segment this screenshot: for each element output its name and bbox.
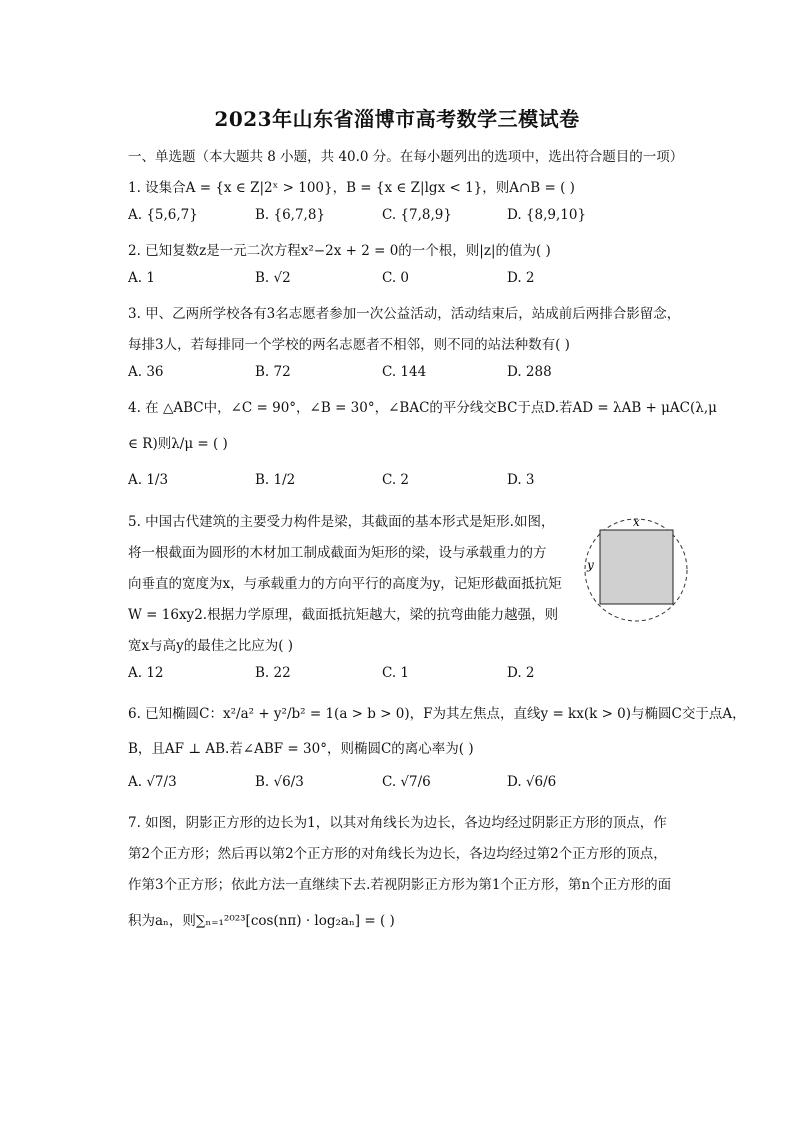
question-4-line-2: ∈ R)则λ/μ = ( ) (128, 436, 228, 452)
option-d: D. 2 (507, 665, 535, 681)
option-a: A. 1 (128, 270, 155, 286)
section-header: 一、单选题（本大题共 8 小题，共 40.0 分。在每小题列出的选项中，选出符合题目的一项） (128, 149, 684, 165)
option-c: C. √7/6 (382, 774, 431, 790)
option-a: A. 12 (128, 665, 164, 681)
question-7-line-3: 作第3个正方形；依此方法一直继续下去.若视阴影正方形为第1个正方形，第n个正方形的面 (128, 877, 672, 893)
label-y: y (587, 558, 594, 572)
option-b: B. 1/2 (255, 472, 296, 488)
option-b: B. √6/3 (255, 774, 304, 790)
beam-cross-section-figure (581, 515, 695, 625)
question-5-line-3: 向垂直的宽度为x，与承载重力的方向平行的高度为y，记矩形截面抵抗矩 (128, 576, 562, 592)
question-2: 2. 已知复数z是一元二次方程x²−2x + 2 = 0的一个根，则|z|的值为( ) (128, 243, 551, 259)
question-3-line-1: 3. 甲、乙两所学校各有3名志愿者参加一次公益活动，活动结束后，站成前后两排合影留念， (128, 306, 681, 322)
question-5-line-2: 将一根截面为圆形的木材加工制成截面为矩形的梁，设与承载重力的方 (128, 545, 547, 561)
question-1: 1. 设集合A = {x ∈ Z|2ˣ > 100}，B = {x ∈ Z|lgx < 1}，则A∩B = ( ) (128, 180, 575, 196)
option-d: D. 3 (507, 472, 535, 488)
option-b: B. 22 (255, 665, 291, 681)
question-6-options (128, 774, 688, 794)
option-a: A. √7/3 (128, 774, 177, 790)
option-a: A. 36 (128, 364, 164, 380)
option-d: D. {8,9,10} (507, 207, 587, 223)
question-4-line-1: 4. 在 △ABC中，∠C = 90°，∠B = 30°，∠BAC的平分线交BC于点D.若AD = λAB + μAC(λ,μ (128, 400, 717, 416)
option-c: C. 1 (382, 665, 410, 681)
option-a: A. {5,6,7} (128, 207, 198, 223)
question-6-line-1: 6. 已知椭圆C：x²/a² + y²/b² = 1(a > b > 0)，F为其左焦点，直线y = kx(k > 0)与椭圆C交于点A， (128, 706, 746, 722)
question-3-options (128, 364, 688, 384)
question-1-options (128, 207, 688, 227)
question-6-line-2: B，且AF ⊥ AB.若∠ABF = 30°，则椭圆C的离心率为( ) (128, 741, 474, 757)
option-d: D. 2 (507, 270, 535, 286)
option-b: B. {6,7,8} (255, 207, 326, 223)
option-a: A. 1/3 (128, 472, 169, 488)
question-5-line-1: 5. 中国古代建筑的主要受力构件是梁，其截面的基本形式是矩形.如图， (128, 514, 555, 530)
option-c: C. 2 (382, 472, 410, 488)
question-7-line-1: 7. 如图，阴影正方形的边长为1，以其对角线长为边长，各边均经过阴影正方形的顶点，作 (128, 815, 667, 831)
question-2-options (128, 270, 688, 290)
label-x: x (633, 515, 640, 529)
option-c: C. 144 (382, 364, 427, 380)
question-5-line-4: W = 16xy2.根据力学原理，截面抵抗矩越大，梁的抗弯曲能力越强，则 (128, 607, 559, 623)
option-b: B. 72 (255, 364, 291, 380)
exam-title: 2023年山东省淄博市高考数学三模试卷 (214, 107, 580, 131)
option-d: D. 288 (507, 364, 552, 380)
question-3-line-2: 每排3人，若每排同一个学校的两名志愿者不相邻，则不同的站法种数有( ) (128, 337, 570, 353)
option-c: C. {7,8,9} (382, 207, 452, 223)
option-d: D. √6/6 (507, 774, 557, 790)
question-4-options (128, 472, 688, 492)
question-5-options (128, 665, 688, 685)
question-7-line-4: 积为aₙ，则∑ₙ₌₁²⁰²³[cos(nπ) · log₂aₙ] = ( ) (128, 913, 395, 929)
option-b: B. √2 (255, 270, 291, 286)
option-c: C. 0 (382, 270, 410, 286)
question-7-line-2: 第2个正方形；然后再以第2个正方形的对角线长为边长，各边均经过第2个正方形的顶点， (128, 846, 667, 862)
question-5-line-5: 宽x与高y的最佳之比应为( ) (128, 638, 294, 654)
shaded-rectangle (600, 530, 673, 604)
